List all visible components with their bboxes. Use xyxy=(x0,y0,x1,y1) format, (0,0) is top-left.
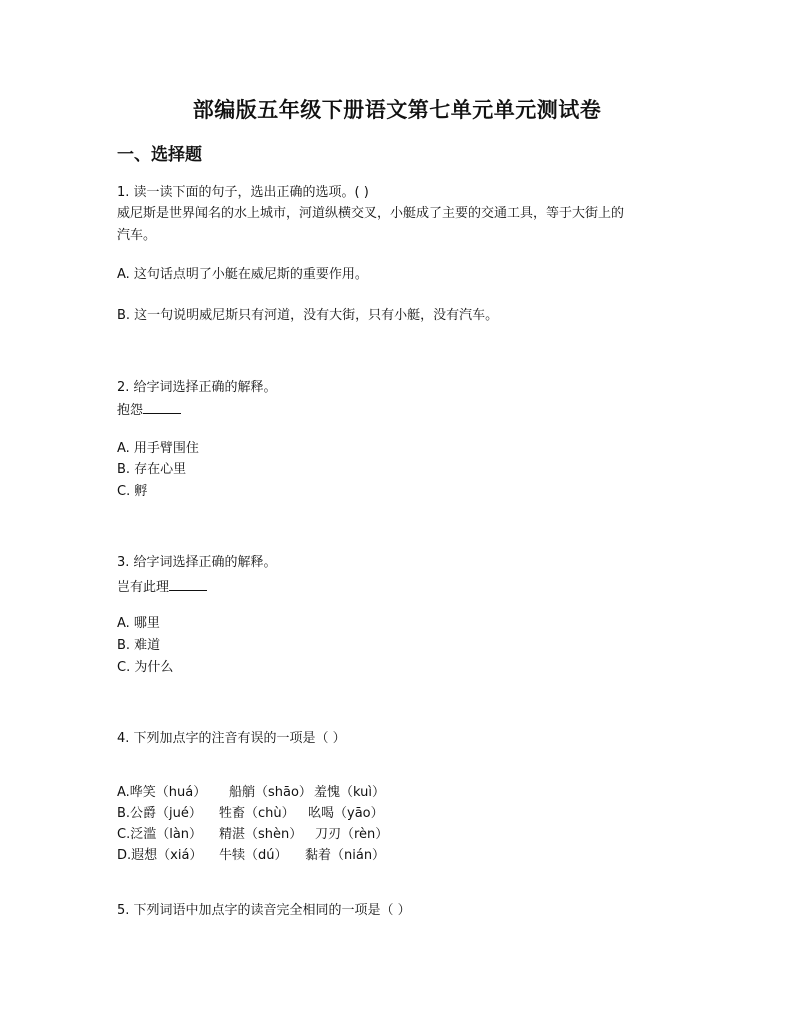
question-4-stem: 4. 下列加点字的注音有误的一项是（ ） xyxy=(117,731,346,746)
option-item: 船艄（shāo） xyxy=(229,785,312,800)
option-item: B.公爵（jué） xyxy=(117,806,202,821)
question-3-word: 岂有此理 xyxy=(117,580,170,595)
question-1-passage-line-1: 威尼斯是世界闻名的水上城市，河道纵横交叉，小艇成了主要的交通工具，等于大街上的 xyxy=(117,206,625,221)
option-item: 精湛（shèn） xyxy=(219,827,303,842)
option-item: 羞愧（kuì） xyxy=(314,785,385,800)
answer-blank xyxy=(143,399,181,414)
option-item: C.泛滥（làn） xyxy=(117,827,203,842)
question-4-option-row xyxy=(117,804,384,824)
question-1-option-b: B. 这一句说明威尼斯只有河道，没有大街，只有小艇，没有汽车。 xyxy=(117,308,499,323)
question-1-passage-line-2: 汽车。 xyxy=(117,228,157,243)
option-item: 刀刃（rèn） xyxy=(315,827,389,842)
question-2-word-row xyxy=(117,399,181,421)
question-3-option-c: C. 为什么 xyxy=(117,660,174,675)
question-2-word: 抱怨 xyxy=(117,403,144,418)
option-item: 牲畜（chù） xyxy=(219,806,295,821)
option-item: 黏着（nián） xyxy=(305,848,386,863)
option-item: A.哗笑（huá） xyxy=(117,785,207,800)
question-4-option-row xyxy=(117,783,385,803)
page-title: 部编版五年级下册语文第七单元单元测试卷 xyxy=(192,97,602,122)
question-3-word-row xyxy=(117,576,207,598)
option-item: 牛犊（dú） xyxy=(219,848,288,863)
question-2-option-c: C. 孵 xyxy=(117,484,148,499)
question-3-option-a: A. 哪里 xyxy=(117,616,160,631)
question-2-option-a: A. 用手臂围住 xyxy=(117,441,199,456)
option-item: 吆喝（yāo） xyxy=(308,806,384,821)
option-item: D.遐想（xiá） xyxy=(117,848,203,863)
section-heading: 一、选择题 xyxy=(117,145,202,165)
question-5-stem: 5. 下列词语中加点字的读音完全相同的一项是（ ） xyxy=(117,903,411,918)
question-4-option-row xyxy=(117,846,385,866)
question-3-stem: 3. 给字词选择正确的解释。 xyxy=(117,555,277,570)
answer-blank xyxy=(169,576,207,591)
question-1-stem: 1. 读一读下面的句子，选出正确的选项。( ) xyxy=(117,185,369,200)
question-4-option-row xyxy=(117,825,388,845)
question-3-option-b: B. 难道 xyxy=(117,638,161,653)
question-2-option-b: B. 存在心里 xyxy=(117,462,187,477)
question-1-option-a: A. 这句话点明了小艇在威尼斯的重要作用。 xyxy=(117,267,368,282)
question-2-stem: 2. 给字词选择正确的解释。 xyxy=(117,380,277,395)
